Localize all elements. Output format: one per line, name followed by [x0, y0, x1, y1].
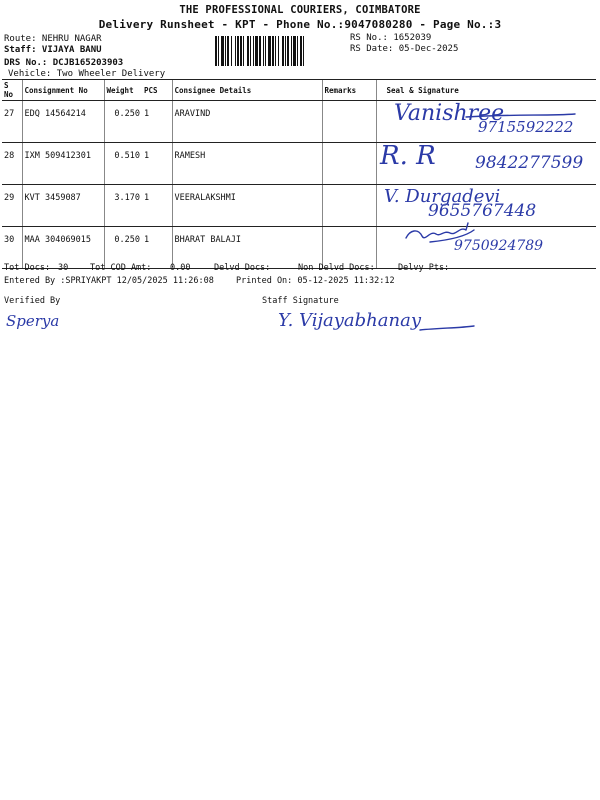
signature-row-29-phone: 9655767448	[428, 201, 537, 221]
cell-consignment: KVT 3459087	[22, 185, 104, 227]
tot-cod-label: Tot COD Amt:	[90, 263, 152, 273]
route: Route: NEHRU NAGAR	[4, 34, 102, 44]
printed-on: Printed On: 05-12-2025 11:32:12	[236, 276, 395, 286]
cell-consignee: ARAVIND	[172, 101, 322, 143]
cell-weight: 0.250	[104, 227, 142, 269]
verified-signature-text: Sperya	[6, 312, 60, 330]
cell-pcs: 1	[142, 185, 172, 227]
staff-signature	[270, 304, 480, 338]
rs-number: RS No.: 1652039	[350, 33, 432, 43]
col-weight: Weight	[104, 80, 142, 101]
cell-pcs: 1	[142, 227, 172, 269]
cell-weight: 3.170	[104, 185, 142, 227]
col-seal-signature: Seal & Signature	[376, 80, 596, 101]
col-sno: S No	[2, 80, 22, 101]
staff: Staff: VIJAYA BANU	[4, 45, 102, 55]
company-name: THE PROFESSIONAL COURIERS, COIMBATORE	[179, 4, 421, 16]
delvd-docs-label: Delvd Docs:	[214, 263, 271, 273]
staff-signature-underline	[420, 326, 474, 330]
drs-number: DRS No.: DCJB165203903	[4, 58, 124, 68]
signature-row-27-name: Vanishree	[394, 101, 505, 126]
signature-row-30-phone: 9750924789	[454, 238, 544, 254]
col-pcs: PCS	[142, 80, 172, 101]
cell-sno: 29	[2, 185, 22, 227]
cell-weight: 0.250	[104, 101, 142, 143]
runsheet-title: Delivery Runsheet - KPT - Phone No.:9047080280 - Page No.:3	[98, 18, 502, 31]
cell-weight: 0.510	[104, 143, 142, 185]
cell-consignee: BHARAT BALAJI	[172, 227, 322, 269]
cell-consignee: RAMESH	[172, 143, 322, 185]
cell-sno: 30	[2, 227, 22, 269]
tot-docs-label: Tot Docs:	[4, 263, 51, 273]
rs-date: RS Date: 05-Dec-2025	[350, 44, 459, 54]
signature-row-28-name: R. R	[380, 141, 436, 171]
cell-consignment: EDQ 14564214	[22, 101, 104, 143]
delvy-pts-label: Delvy Pts:	[398, 263, 450, 273]
cell-pcs: 1	[142, 101, 172, 143]
cell-remarks	[322, 101, 376, 143]
verified-signature	[2, 306, 92, 336]
cell-pcs: 1	[142, 143, 172, 185]
cell-consignee: VEERALAKSHMI	[172, 185, 322, 227]
tot-cod-value: 0.00	[170, 263, 191, 273]
cell-sno: 28	[2, 143, 22, 185]
cell-sno: 27	[2, 101, 22, 143]
staff-signature-label: Staff Signature	[262, 296, 339, 306]
signature-overlay	[370, 90, 595, 260]
signature-row-29-name: V. Durgadevi	[384, 186, 501, 207]
signature-row-27-phone: 9715592222	[478, 118, 574, 136]
signature-row-28-phone: 9842277599	[475, 153, 584, 173]
entered-by: Entered By :SPRIYAKPT 12/05/2025 11:26:08	[4, 276, 214, 286]
non-delvd-docs-label: Non Delvd Docs:	[298, 263, 375, 273]
barcode	[215, 36, 343, 66]
cell-remarks	[322, 185, 376, 227]
cell-remarks	[322, 143, 376, 185]
vehicle: Vehicle: Two Wheeler Delivery	[8, 69, 166, 79]
cell-consignment: MAA 304069015	[22, 227, 104, 269]
col-remarks: Remarks	[322, 80, 376, 101]
verified-by-label: Verified By	[4, 296, 61, 306]
col-consignment: Consignment No	[22, 80, 104, 101]
cell-consignment: IXM 509412301	[22, 143, 104, 185]
col-consignee: Consignee Details	[172, 80, 322, 101]
tot-docs-value: 30	[58, 263, 69, 273]
staff-signature-text: Y. Vijayabhanay	[278, 310, 421, 331]
